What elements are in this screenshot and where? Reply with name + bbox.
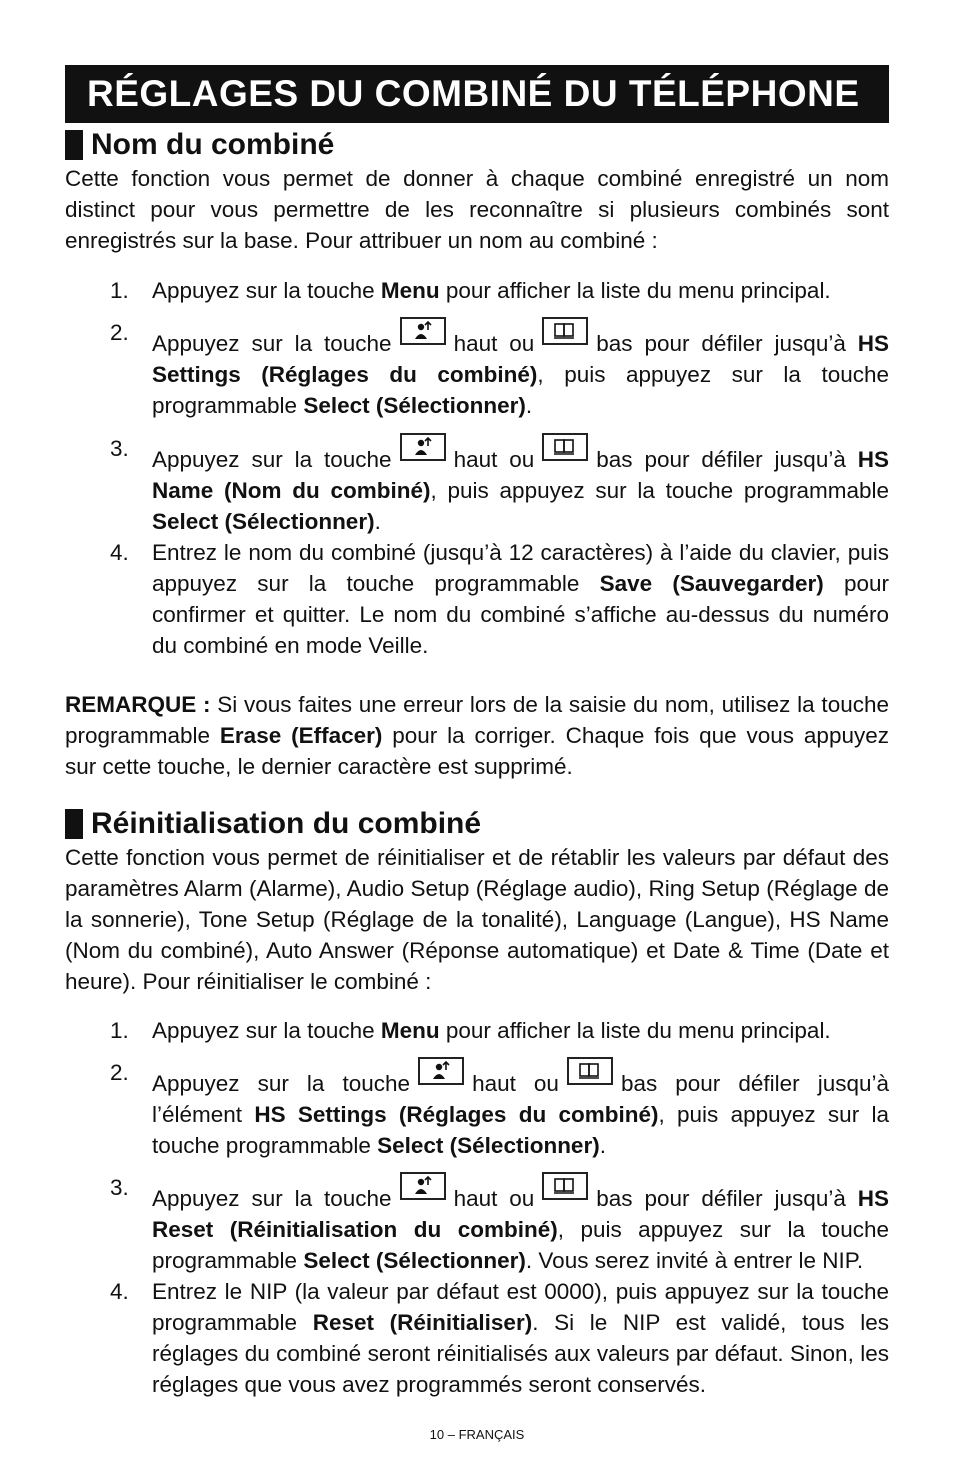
step-text: Appuyez sur la touche xyxy=(152,278,381,303)
step-text: Appuyez sur la touche xyxy=(152,1071,411,1096)
step-text: Entrez le NIP (la valeur par défaut est 0000), puis appuyez sur la touche programmable xyxy=(152,1279,889,1335)
contacts-up-key-icon xyxy=(400,317,446,345)
step-text: Appuyez sur la touche xyxy=(152,331,392,356)
section-title-text: Nom du combiné xyxy=(91,128,335,161)
section-title-handset-name xyxy=(65,127,334,163)
step-text: . Si le NIP est validé, tous les réglages du combiné seront réinitialisés aux valeurs par défaut. Sinon, les réglages que vous avez programmés seront conservés. xyxy=(152,1310,889,1397)
page-title: RÉGLAGES DU COMBINÉ DU TÉLÉPHONE xyxy=(87,73,860,114)
step-text: . Vous serez invité à entrer le NIP. xyxy=(525,1248,864,1273)
step-bold: Save (Sauvegarder) xyxy=(599,571,824,596)
step-bold: Menu xyxy=(380,278,440,303)
step-bold: Reset (Réinitialiser) xyxy=(312,1310,533,1335)
section-marker xyxy=(65,130,83,160)
note-text: Si vous faites une erreur lors de la saisie du nom, utilisez la touche programmable xyxy=(65,692,889,748)
step-text: Appuyez sur la touche xyxy=(152,1186,392,1211)
section-title-text: Réinitialisation du combiné xyxy=(91,807,482,840)
step-text: bas pour défiler jusqu’à xyxy=(596,331,858,356)
step-number: 1. xyxy=(110,278,129,303)
steps-list-handset-name xyxy=(65,275,889,661)
step-bold: Select (Sélectionner) xyxy=(303,393,526,418)
section-intro: Cette fonction vous permet de réinitialiser et de rétablir les valeurs par défaut des paramètres Alarm (Alarme), Audio Setup (Réglage audio), Ring Setup (Réglage de la sonnerie), Tone Setup (Réglage de la tonalité), Language (Langue), HS Name (Nom du combiné), Auto Answer (Réponse automatique) et Date & Time (Date et heure). Pour réinitialiser le combiné : xyxy=(65,845,889,994)
step-bold: Select (Sélectionner) xyxy=(152,509,375,534)
step-item xyxy=(65,537,889,661)
note-paragraph xyxy=(65,689,889,782)
phonebook-down-key-icon xyxy=(542,433,588,461)
step-text: pour afficher la liste du menu principal. xyxy=(439,1018,831,1043)
note-text: pour la corriger. Chaque fois que vous appuyez sur cette touche, le dernier caractère est supprimé. xyxy=(65,723,889,779)
step-text: haut ou xyxy=(453,1186,535,1211)
step-number: 3. xyxy=(110,436,129,461)
step-text: . xyxy=(374,509,381,534)
section-marker xyxy=(65,809,83,839)
step-item xyxy=(65,317,889,421)
step-text: haut ou xyxy=(472,1071,559,1096)
step-item xyxy=(65,1172,889,1276)
steps-list-handset-reset xyxy=(65,1015,889,1400)
page-title-banner xyxy=(65,65,889,123)
step-bold: Select (Sélectionner) xyxy=(377,1133,600,1158)
step-text: pour confirmer et quitter. Le nom du combiné s’affiche au-dessus du numéro du combiné en mode Veille. xyxy=(152,571,889,658)
step-text: pour afficher la liste du menu principal. xyxy=(439,278,831,303)
step-text: haut ou xyxy=(453,331,535,356)
step-number: 2. xyxy=(110,320,129,345)
step-text: , puis appuyez sur la touche programmable xyxy=(430,478,889,503)
step-number: 2. xyxy=(110,1060,129,1085)
step-number: 3. xyxy=(110,1175,129,1200)
step-text: bas pour défiler jusqu’à xyxy=(596,447,858,472)
step-text: . xyxy=(599,1133,606,1158)
phonebook-down-key-icon xyxy=(542,317,588,345)
section-title-handset-reset xyxy=(65,806,481,842)
phonebook-down-key-icon xyxy=(567,1057,613,1085)
step-bold: HS Settings (Réglages du combiné) xyxy=(254,1102,659,1127)
step-bold: Select (Sélectionner) xyxy=(303,1248,526,1273)
step-bold: HS Settings (Réglages du combiné) xyxy=(152,331,889,387)
step-text: , puis appuyez sur la touche programmable xyxy=(152,362,889,418)
step-text: , puis appuyez sur la touche programmable xyxy=(152,1217,889,1273)
step-item xyxy=(65,1276,889,1400)
phonebook-down-key-icon xyxy=(542,1172,588,1200)
contacts-up-key-icon xyxy=(400,433,446,461)
contacts-up-key-icon xyxy=(400,1172,446,1200)
step-number: 1. xyxy=(110,1018,129,1043)
step-text: , puis appuyez sur la touche programmable xyxy=(152,1102,889,1158)
step-text: bas pour défiler jusqu’à xyxy=(596,1186,858,1211)
step-text: haut ou xyxy=(453,447,535,472)
step-text: bas pour défiler jusqu’à l’élément xyxy=(152,1071,889,1127)
note-label: REMARQUE : xyxy=(65,692,211,717)
contacts-up-key-icon xyxy=(418,1057,464,1085)
step-number: 4. xyxy=(110,1279,129,1304)
step-item xyxy=(65,1057,889,1161)
step-bold: HS Name (Nom du combiné) xyxy=(152,447,889,503)
step-number: 4. xyxy=(110,540,129,565)
note-bold: Erase (Effacer) xyxy=(219,723,383,748)
step-bold: Menu xyxy=(380,1018,440,1043)
step-bold: HS Reset (Réinitialisation du combiné) xyxy=(152,1186,889,1242)
step-item xyxy=(65,1015,889,1046)
section-intro: Cette fonction vous permet de donner à chaque combiné enregistré un nom distinct pour vous permettre de les reconnaître si plusieurs combinés sont enregistrés sur la base. Pour attribuer un nom au combiné : xyxy=(65,166,889,253)
step-item xyxy=(65,433,889,537)
step-text: Appuyez sur la touche xyxy=(152,447,392,472)
step-text: Entrez le nom du combiné (jusqu’à 12 caractères) à l’aide du clavier, puis appuyez sur la touche programmable xyxy=(152,540,889,596)
step-text: . xyxy=(525,393,533,418)
step-text: Appuyez sur la touche xyxy=(152,1018,381,1043)
page-footer: 10 – FRANÇAIS xyxy=(429,1427,525,1442)
step-item xyxy=(65,275,889,306)
